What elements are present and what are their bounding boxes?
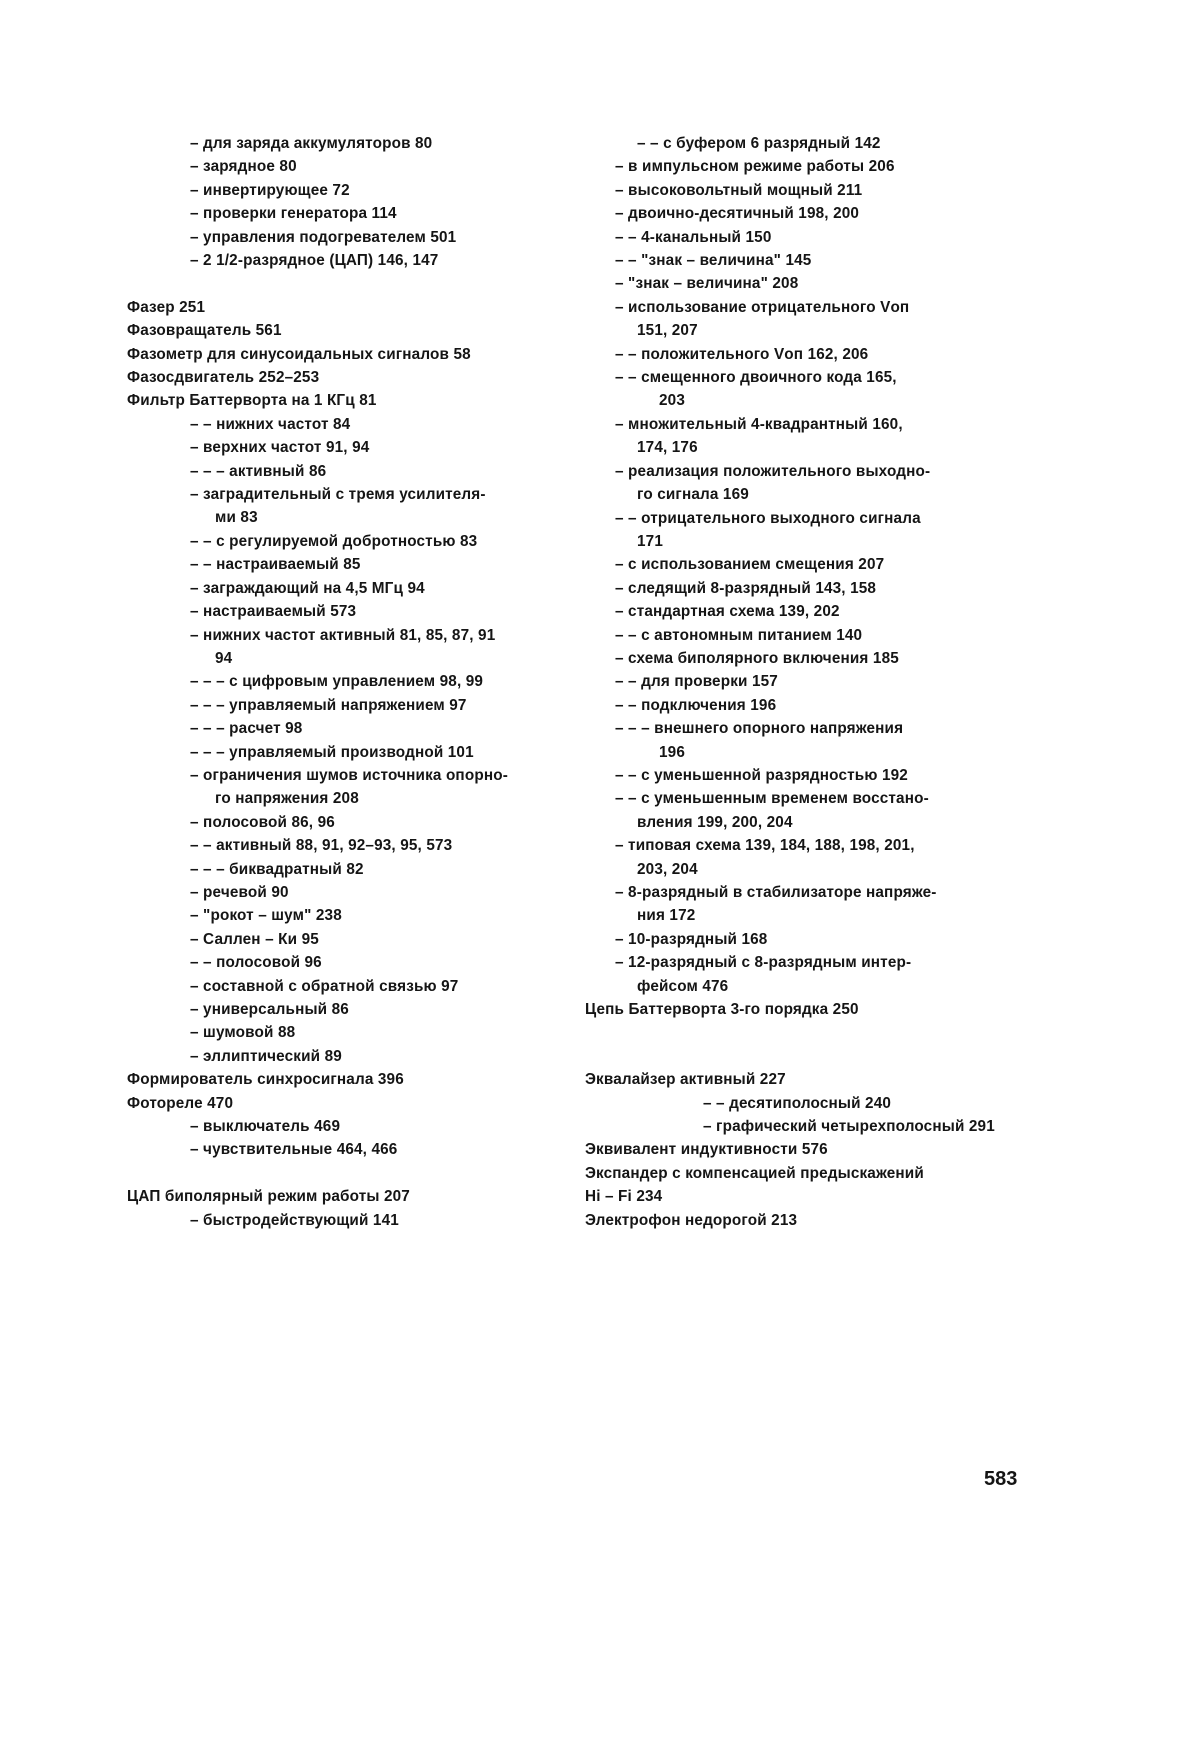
index-entry: ния 172	[637, 907, 696, 925]
index-entry: – зарядное 80	[190, 158, 297, 176]
index-column-left	[127, 132, 567, 1232]
index-entry: – заградительный с тремя усилителя-	[190, 486, 486, 504]
index-entry: – – 4-канальный 150	[615, 228, 772, 246]
index-entry: – – – внешнего опорного напряжения	[615, 720, 904, 738]
index-entry: – – – с цифровым управлением 98, 99	[190, 673, 484, 691]
index-entry: – стандартная схема 139, 202	[615, 603, 840, 621]
index-entry: – чувствительные 464, 466	[190, 1141, 398, 1159]
index-entry: Фазометр для синусоидальных сигналов 58	[127, 345, 471, 363]
index-entry: – – с регулируемой добротностью 83	[190, 532, 478, 550]
index-entry: – – отрицательного выходного сигнала	[615, 509, 921, 527]
index-entry: – 12-разрядный с 8-разрядным интер-	[615, 954, 912, 972]
index-entry: го напряжения 208	[215, 790, 359, 808]
index-entry: Фазовращатель 561	[127, 322, 282, 340]
index-entry: – схема биполярного включения 185	[615, 649, 899, 667]
index-entry: фейсом 476	[637, 977, 729, 995]
index-entry: – для заряда аккумуляторов 80	[190, 135, 433, 152]
index-entry: – – "знак – величина" 145	[615, 252, 812, 270]
index-entry: ми 83	[215, 509, 258, 527]
index-entry: Эквивалент индуктивности 576	[585, 1141, 828, 1159]
index-entry: Hi – Fi 234	[585, 1188, 663, 1206]
index-entry: – речевой 90	[190, 883, 289, 901]
index-entry: Формирователь синхросигнала 396	[127, 1071, 404, 1089]
index-entry: – – для проверки 157	[615, 673, 778, 691]
index-entry: – заграждающий на 4,5 МГц 94	[190, 579, 425, 597]
index-entry: ЦАП биполярный режим работы 207	[127, 1188, 410, 1206]
index-entry: – полосовой 86, 96	[190, 813, 335, 831]
index-entry: Фазер 251	[127, 298, 206, 316]
index-entry: – множительный 4-квадрантный 160,	[615, 415, 903, 433]
index-entry: – использование отрицательного Vоп	[615, 298, 910, 316]
index-column-right	[585, 132, 1025, 1232]
index-entry: – высоковольтный мощный 211	[615, 181, 863, 199]
index-entry: – составной с обратной связью 97	[190, 977, 459, 995]
index-entry: – – с уменьшенной разрядностью 192	[615, 766, 908, 784]
index-entry: – Саллен – Ки 95	[190, 930, 319, 948]
index-entry: – реализация положительного выходно-	[615, 462, 931, 480]
index-entry: – – с уменьшенным временем восстано-	[615, 790, 929, 808]
blank-line	[127, 1162, 567, 1185]
index-entry: – – нижних частот 84	[190, 415, 351, 433]
index-entry: вления 199, 200, 204	[637, 813, 793, 831]
index-entry: – инвертирующее 72	[190, 181, 350, 199]
index-entry: – шумовой 88	[190, 1024, 296, 1042]
page-number: 583	[984, 1468, 1018, 1490]
index-entry: – – – управляемый производной 101	[190, 743, 474, 761]
index-entry: Фотореле 470	[127, 1094, 234, 1112]
index-entry: – 10-разрядный 168	[615, 930, 768, 948]
index-entry: – верхних частот 91, 94	[190, 439, 370, 457]
index-entry: 196	[659, 743, 685, 761]
blank-line	[585, 1045, 1025, 1068]
index-entry: Электрофон недорогой 213	[585, 1211, 798, 1229]
blank-line	[585, 1021, 1025, 1044]
index-entry: – 2 1/2-разрядное (ЦАП) 146, 147	[190, 252, 439, 270]
blank-line	[127, 272, 567, 295]
index-entry: 174, 176	[637, 439, 698, 457]
index-entry: 171	[637, 532, 663, 550]
index-entry: – проверки генератора 114	[190, 205, 397, 223]
index-entry: Эквалайзер активный 227	[585, 1071, 786, 1089]
index-entry: – – – управляемый напряжением 97	[190, 696, 467, 714]
index-entry: 203, 204	[637, 860, 698, 878]
index-entry: – 8-разрядный в стабилизаторе напряже-	[615, 884, 937, 901]
index-entry: – – – расчет 98	[190, 720, 303, 738]
index-entry: – типовая схема 139, 184, 188, 198, 201,	[615, 837, 915, 855]
index-entry: – следящий 8-разрядный 143, 158	[615, 579, 877, 597]
index-entry: – – с буфером 6 разрядный 142	[637, 135, 881, 152]
index-entry: – – десятиполосный 240	[703, 1094, 892, 1112]
index-entry: Цепь Баттерворта 3-го порядка 250	[585, 1001, 859, 1019]
index-entry: го сигнала 169	[637, 486, 749, 504]
index-entry: – в импульсном режиме работы 206	[615, 158, 895, 176]
index-entry: – – активный 88, 91, 92–93, 95, 573	[190, 837, 453, 855]
index-entry: – – настраиваемый 85	[190, 556, 361, 574]
index-entry: – – – биквадратный 82	[190, 860, 364, 878]
index-entry: – эллиптический 89	[190, 1047, 342, 1065]
index-entry: – универсальный 86	[190, 1001, 349, 1019]
index-entry: – "рокот – шум" 238	[190, 907, 342, 925]
index-entry: – графический четырехполосный 291	[703, 1118, 995, 1136]
index-entry: – ограничения шумов источника опорно-	[190, 766, 508, 784]
index-entry: Фильтр Баттерворта на 1 КГц 81	[127, 392, 377, 410]
index-entry: – – смещенного двоичного кода 165,	[615, 369, 897, 387]
index-entry: – "знак – величина" 208	[615, 275, 799, 293]
index-entry: Фазосдвигатель 252–253	[127, 369, 320, 387]
index-entry: – настраиваемый 573	[190, 603, 357, 621]
index-entry: – нижних частот активный 81, 85, 87, 91	[190, 626, 496, 644]
index-entry: – – с автономным питанием 140	[615, 626, 863, 644]
index-entry: Экспандер с компенсацией предыскажений	[585, 1164, 924, 1182]
index-entry: 94	[215, 649, 233, 667]
index-entry: – быстродействующий 141	[190, 1211, 399, 1229]
index-entry: 151, 207	[637, 322, 698, 340]
index-entry: – с использованием смещения 207	[615, 556, 885, 574]
index-entry: – – подключения 196	[615, 696, 777, 714]
index-entry: – – – активный 86	[190, 462, 327, 480]
index-entry: – – положительного Vоп 162, 206	[615, 345, 869, 363]
index-entry: – – полосовой 96	[190, 954, 322, 972]
index-entry: – выключатель 469	[190, 1118, 341, 1136]
index-entry: – управления подогревателем 501	[190, 228, 457, 246]
index-entry: 203	[659, 392, 685, 410]
index-entry: – двоично-десятичный 198, 200	[615, 205, 860, 223]
